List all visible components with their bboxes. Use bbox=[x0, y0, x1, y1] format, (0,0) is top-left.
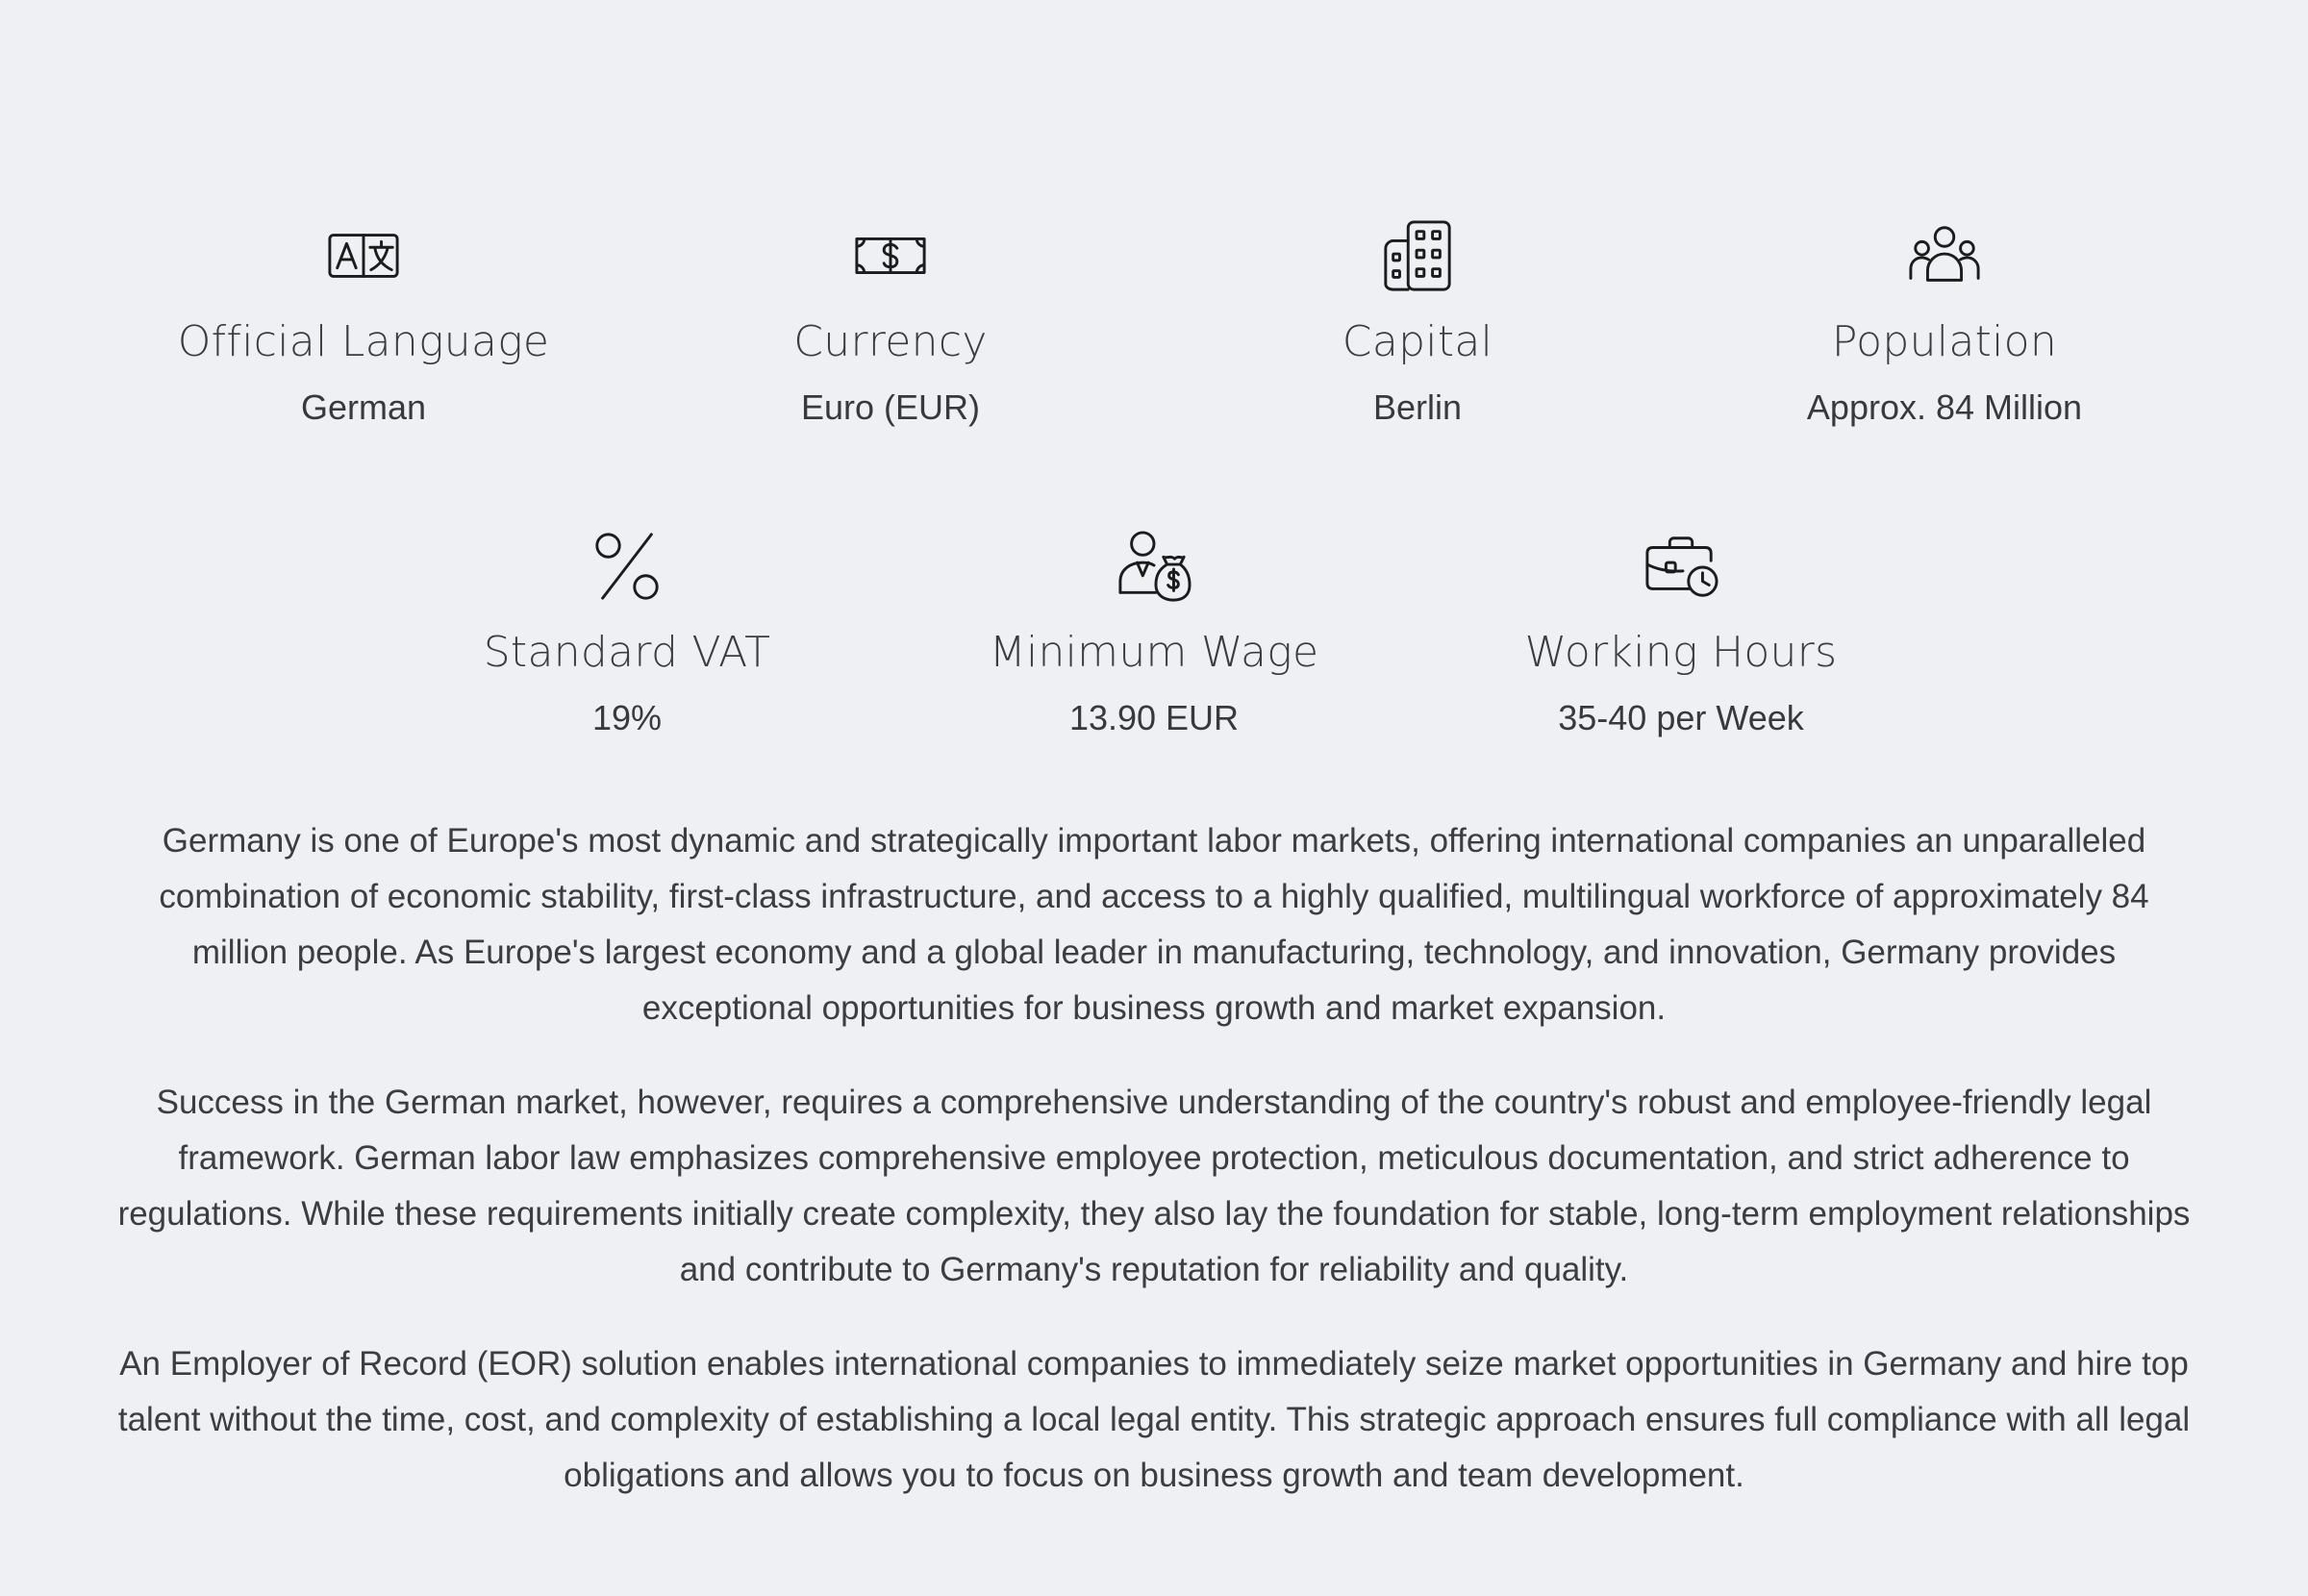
fact-value: Berlin bbox=[1372, 387, 1463, 427]
fact-working-hours bbox=[1417, 528, 1944, 739]
fact-value: Euro (EUR) bbox=[800, 387, 981, 427]
fact-title: Working Hours bbox=[1524, 628, 1838, 677]
fact-title: Capital bbox=[1342, 317, 1493, 366]
fact-value: German bbox=[300, 387, 427, 427]
fact-title: Currency bbox=[793, 317, 988, 366]
fact-value: 13.90 EUR bbox=[1068, 698, 1240, 737]
fact-capital bbox=[1154, 217, 1681, 429]
person-money-bag-icon bbox=[1116, 528, 1192, 605]
intro-paragraph-2: Success in the German market, however, requires a comprehensive understanding of the country's robust and employee-friendly legal framework. German labor law emphasizes comprehensive employee protection, meticulous documentation, and strict adherence to regulations. While these requirements initially create complexity, they also lay the foundation for stable, long-term employment relationships and contribute to Germany's reputation for reliability and quality. bbox=[117, 1084, 2191, 1288]
fact-official-language bbox=[100, 217, 627, 429]
fact-title: Standard VAT bbox=[483, 628, 771, 677]
fact-standard-vat bbox=[364, 528, 891, 739]
percent-icon bbox=[589, 528, 665, 605]
people-group-icon bbox=[1906, 217, 1983, 294]
fact-value: 35-40 per Week bbox=[1558, 698, 1804, 737]
fact-value: 19% bbox=[591, 698, 663, 737]
fact-currency bbox=[627, 217, 1154, 429]
buildings-icon bbox=[1379, 217, 1456, 294]
fact-title: Population bbox=[1831, 317, 2058, 366]
fact-value: Approx. 84 Million bbox=[1806, 387, 2083, 427]
intro-paragraph-1: Germany is one of Europe's most dynamic and strategically important labor markets, offering international companies an unparalleled combination of economic stability, first-class infrastructure, and access to a highly qualified, multilingual workforce of approximately 84 million people. As Europe's largest economy and a global leader in manufacturing, technology, and innovation, Germany provides exceptional opportunities for business growth and market expansion. bbox=[159, 822, 2149, 1027]
intro-paragraph-3: An Employer of Record (EOR) solution enables international companies to immediately seize market opportunities in Germany and hire top talent without the time, cost, and complexity of establishing a local legal entity. This strategic approach ensures full compliance with all legal obligations and allows you to focus on business growth and team development. bbox=[117, 1345, 2191, 1494]
facts-row-secondary bbox=[0, 528, 2308, 739]
briefcase-clock-icon bbox=[1643, 528, 1719, 605]
banknote-dollar-icon bbox=[852, 217, 929, 294]
intro-text bbox=[113, 813, 2195, 1542]
fact-population bbox=[1681, 217, 2208, 429]
translate-icon bbox=[325, 217, 402, 294]
fact-title: Minimum Wage bbox=[989, 628, 1319, 677]
fact-title: Official Language bbox=[177, 317, 550, 366]
facts-row-primary bbox=[0, 217, 2308, 429]
fact-minimum-wage bbox=[891, 528, 1417, 739]
